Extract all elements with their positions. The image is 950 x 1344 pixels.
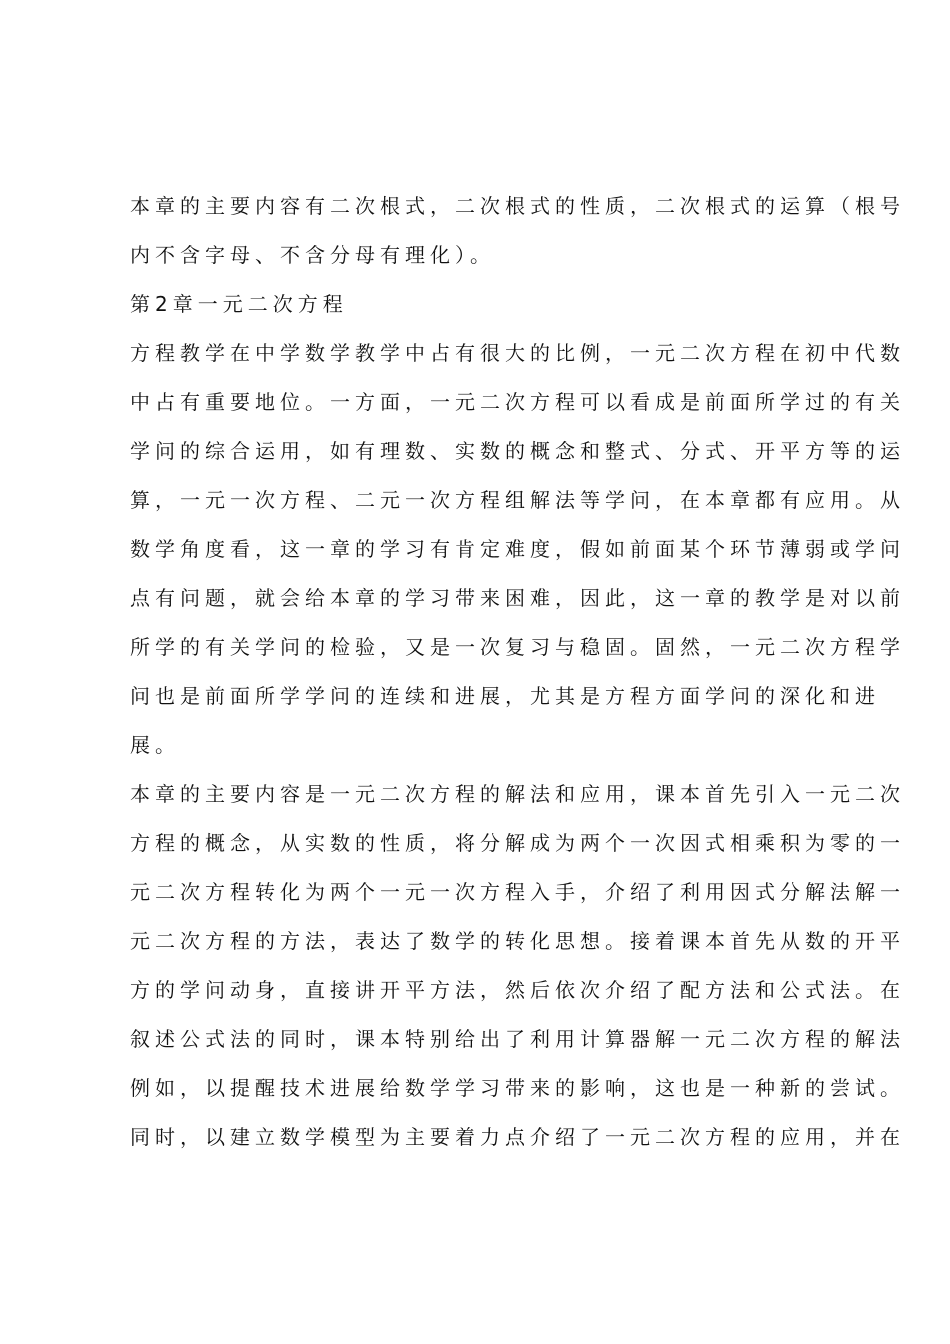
text-line: 内不含字母、不含分母有理化）。 bbox=[130, 243, 495, 267]
document-body bbox=[130, 182, 905, 1162]
text-line: 方的学问动身，直接讲开平方法，然后依次介绍了配方法和公式法。在 bbox=[130, 978, 905, 1002]
text-line: 元二次方程的方法，表达了数学的转化思想。接着课本首先从数的开平 bbox=[130, 929, 905, 953]
text-line: 同时，以建立数学模型为主要着力点介绍了一元二次方程的应用，并在 bbox=[130, 1125, 905, 1149]
text-line: 问也是前面所学学问的连续和进展，尤其是方程方面学问的深化和进 bbox=[130, 684, 880, 708]
text-line: 学问的综合运用，如有理数、实数的概念和整式、分式、开平方等的运 bbox=[130, 439, 905, 463]
text-line: 算，一元一次方程、二元一次方程组解法等学问，在本章都有应用。从 bbox=[130, 488, 905, 512]
paragraph-chapter1-summary bbox=[130, 182, 905, 280]
text-line: 方程教学在中学数学教学中占有很大的比例，一元二次方程在初中代数 bbox=[130, 341, 905, 365]
text-line: 展。 bbox=[130, 733, 180, 757]
text-line: 数学角度看，这一章的学习有肯定难度，假如前面某个环节薄弱或学问 bbox=[130, 537, 905, 561]
text-line: 所学的有关学问的检验，又是一次复习与稳固。固然，一元二次方程学 bbox=[130, 635, 905, 659]
text-line: 本章的主要内容是一元二次方程的解法和应用，课本首先引入一元二次 bbox=[130, 782, 905, 806]
text-line: 例如，以提醒技术进展给数学学习带来的影响，这也是一种新的尝试。 bbox=[130, 1076, 905, 1100]
chapter-heading bbox=[130, 280, 830, 329]
text-line: 中占有重要地位。一方面，一元二次方程可以看成是前面所学过的有关 bbox=[130, 390, 905, 414]
text-line: 点有问题，就会给本章的学习带来困难，因此，这一章的教学是对以前 bbox=[130, 586, 905, 610]
text-line: 本章的主要内容有二次根式，二次根式的性质，二次根式的运算（根号 bbox=[130, 194, 905, 218]
paragraph-chapter2-content bbox=[130, 770, 905, 1162]
chapter-title: 第2章一元二次方程 bbox=[130, 292, 348, 316]
text-line: 叙述公式法的同时，课本特别给出了利用计算器解一元二次方程的解法 bbox=[130, 1027, 905, 1051]
text-line: 元二次方程转化为两个一元一次方程入手，介绍了利用因式分解法解一 bbox=[130, 880, 905, 904]
paragraph-chapter2-intro bbox=[130, 329, 905, 770]
text-line: 方程的概念，从实数的性质，将分解成为两个一次因式相乘积为零的一 bbox=[130, 831, 905, 855]
